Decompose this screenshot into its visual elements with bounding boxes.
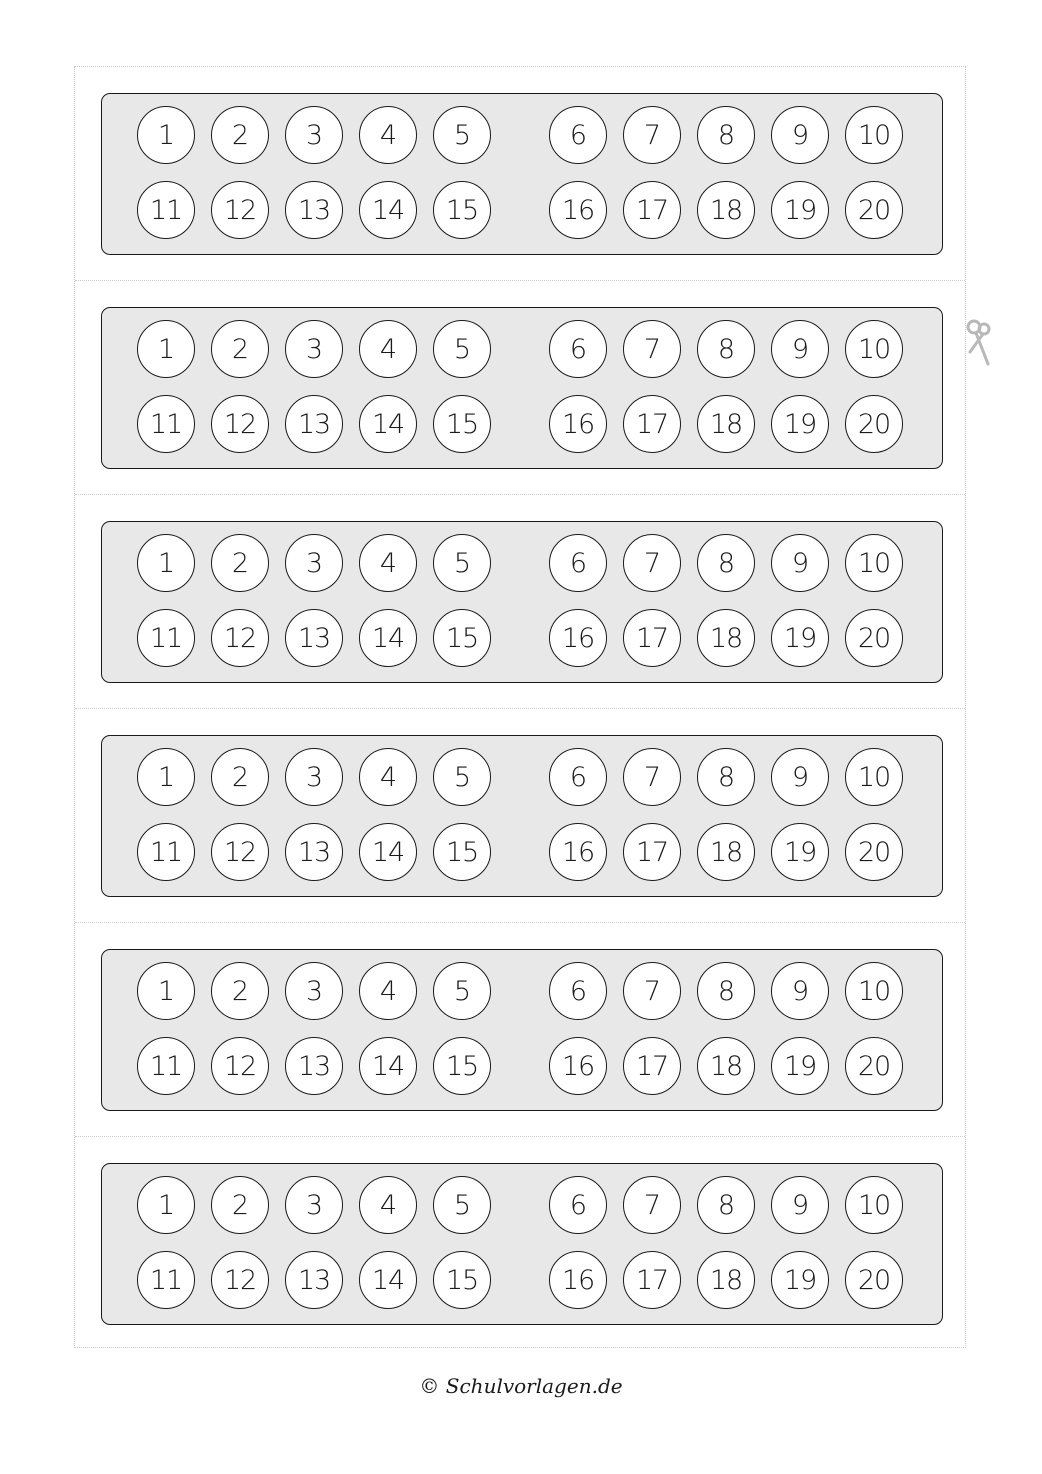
number-circle: 17 xyxy=(623,609,681,667)
number-circle: 4 xyxy=(359,534,417,592)
number-circle: 7 xyxy=(623,1176,681,1234)
number-card xyxy=(101,735,943,897)
number-circle: 7 xyxy=(623,962,681,1020)
number-circle: 13 xyxy=(285,181,343,239)
number-circle: 3 xyxy=(285,534,343,592)
number-circle: 12 xyxy=(211,1251,269,1309)
number-circle: 16 xyxy=(549,609,607,667)
number-circle: 11 xyxy=(137,823,195,881)
number-circle: 9 xyxy=(771,534,829,592)
number-circle: 12 xyxy=(211,609,269,667)
number-circle: 7 xyxy=(623,320,681,378)
number-circle: 11 xyxy=(137,1037,195,1095)
number-circle: 15 xyxy=(433,609,491,667)
number-circle: 2 xyxy=(211,962,269,1020)
number-circle: 13 xyxy=(285,395,343,453)
number-circle: 16 xyxy=(549,823,607,881)
number-circle: 18 xyxy=(697,823,755,881)
number-circle: 1 xyxy=(137,106,195,164)
number-circle: 10 xyxy=(845,962,903,1020)
number-circle: 7 xyxy=(623,534,681,592)
number-circle: 14 xyxy=(359,395,417,453)
number-circle: 6 xyxy=(549,1176,607,1234)
number-circle: 2 xyxy=(211,106,269,164)
number-circle: 16 xyxy=(549,1037,607,1095)
number-circle: 12 xyxy=(211,181,269,239)
number-circle: 15 xyxy=(433,395,491,453)
number-strip-4 xyxy=(75,709,965,923)
number-circle: 6 xyxy=(549,320,607,378)
number-circle: 13 xyxy=(285,1037,343,1095)
number-strip-1 xyxy=(75,67,965,281)
number-row-top xyxy=(102,106,942,168)
number-row-top xyxy=(102,320,942,382)
number-card xyxy=(101,521,943,683)
number-circle: 7 xyxy=(623,106,681,164)
number-strip-6 xyxy=(75,1137,965,1351)
number-circle: 3 xyxy=(285,1176,343,1234)
number-circle: 5 xyxy=(433,748,491,806)
number-circle: 13 xyxy=(285,823,343,881)
number-circle: 4 xyxy=(359,106,417,164)
number-circle: 8 xyxy=(697,106,755,164)
number-circle: 6 xyxy=(549,106,607,164)
number-strip-3 xyxy=(75,495,965,709)
number-circle: 16 xyxy=(549,395,607,453)
number-circle: 17 xyxy=(623,1251,681,1309)
number-circle: 1 xyxy=(137,1176,195,1234)
number-circle: 9 xyxy=(771,962,829,1020)
number-circle: 5 xyxy=(433,106,491,164)
number-circle: 10 xyxy=(845,534,903,592)
number-circle: 2 xyxy=(211,534,269,592)
number-circle: 6 xyxy=(549,748,607,806)
number-circle: 13 xyxy=(285,1251,343,1309)
number-row-top xyxy=(102,1176,942,1238)
number-circle: 13 xyxy=(285,609,343,667)
number-circle: 15 xyxy=(433,1037,491,1095)
number-circle: 3 xyxy=(285,106,343,164)
number-circle: 1 xyxy=(137,320,195,378)
number-circle: 17 xyxy=(623,395,681,453)
number-circle: 17 xyxy=(623,1037,681,1095)
number-circle: 10 xyxy=(845,748,903,806)
number-circle: 18 xyxy=(697,395,755,453)
scissors-icon xyxy=(964,318,994,370)
number-circle: 19 xyxy=(771,609,829,667)
number-circle: 19 xyxy=(771,1037,829,1095)
number-circle: 6 xyxy=(549,962,607,1020)
number-row-bottom xyxy=(102,823,942,885)
number-circle: 3 xyxy=(285,320,343,378)
number-circle: 8 xyxy=(697,320,755,378)
number-circle: 14 xyxy=(359,823,417,881)
number-row-bottom xyxy=(102,395,942,457)
number-circle: 8 xyxy=(697,534,755,592)
number-circle: 3 xyxy=(285,748,343,806)
number-circle: 10 xyxy=(845,320,903,378)
number-row-bottom xyxy=(102,609,942,671)
number-circle: 14 xyxy=(359,1037,417,1095)
number-circle: 15 xyxy=(433,823,491,881)
number-circle: 16 xyxy=(549,181,607,239)
number-card xyxy=(101,93,943,255)
number-circle: 19 xyxy=(771,1251,829,1309)
number-circle: 9 xyxy=(771,748,829,806)
number-circle: 1 xyxy=(137,962,195,1020)
number-circle: 18 xyxy=(697,1037,755,1095)
number-circle: 2 xyxy=(211,1176,269,1234)
number-row-bottom xyxy=(102,1037,942,1099)
number-circle: 8 xyxy=(697,748,755,806)
number-strip-2 xyxy=(75,281,965,495)
number-circle: 14 xyxy=(359,181,417,239)
number-circle: 19 xyxy=(771,823,829,881)
number-circle: 20 xyxy=(845,181,903,239)
number-circle: 12 xyxy=(211,395,269,453)
number-card xyxy=(101,307,943,469)
number-circle: 9 xyxy=(771,320,829,378)
number-card xyxy=(101,949,943,1111)
number-circle: 12 xyxy=(211,1037,269,1095)
number-circle: 4 xyxy=(359,1176,417,1234)
number-circle: 10 xyxy=(845,1176,903,1234)
number-circle: 5 xyxy=(433,534,491,592)
number-circle: 20 xyxy=(845,1251,903,1309)
number-circle: 8 xyxy=(697,1176,755,1234)
number-row-bottom xyxy=(102,1251,942,1313)
number-circle: 19 xyxy=(771,181,829,239)
number-circle: 11 xyxy=(137,609,195,667)
number-row-top xyxy=(102,748,942,810)
number-circle: 2 xyxy=(211,320,269,378)
number-row-bottom xyxy=(102,181,942,243)
number-card xyxy=(101,1163,943,1325)
number-circle: 18 xyxy=(697,609,755,667)
worksheet-sheet xyxy=(74,66,966,1348)
number-circle: 5 xyxy=(433,1176,491,1234)
number-circle: 11 xyxy=(137,1251,195,1309)
number-strip-5 xyxy=(75,923,965,1137)
number-circle: 15 xyxy=(433,1251,491,1309)
number-row-top xyxy=(102,962,942,1024)
number-circle: 15 xyxy=(433,181,491,239)
number-circle: 9 xyxy=(771,106,829,164)
number-circle: 20 xyxy=(845,395,903,453)
number-circle: 18 xyxy=(697,1251,755,1309)
number-row-top xyxy=(102,534,942,596)
copyright-footer: © Schulvorlagen.de xyxy=(419,1374,623,1398)
number-circle: 9 xyxy=(771,1176,829,1234)
number-circle: 1 xyxy=(137,748,195,806)
number-circle: 4 xyxy=(359,320,417,378)
number-circle: 5 xyxy=(433,962,491,1020)
number-circle: 6 xyxy=(549,534,607,592)
number-circle: 2 xyxy=(211,748,269,806)
number-circle: 4 xyxy=(359,748,417,806)
number-circle: 20 xyxy=(845,1037,903,1095)
number-circle: 1 xyxy=(137,534,195,592)
number-circle: 7 xyxy=(623,748,681,806)
number-circle: 17 xyxy=(623,181,681,239)
number-circle: 10 xyxy=(845,106,903,164)
number-circle: 11 xyxy=(137,395,195,453)
number-circle: 17 xyxy=(623,823,681,881)
number-circle: 11 xyxy=(137,181,195,239)
number-circle: 20 xyxy=(845,823,903,881)
number-circle: 19 xyxy=(771,395,829,453)
number-circle: 3 xyxy=(285,962,343,1020)
number-circle: 5 xyxy=(433,320,491,378)
number-circle: 20 xyxy=(845,609,903,667)
number-circle: 18 xyxy=(697,181,755,239)
number-circle: 14 xyxy=(359,1251,417,1309)
number-circle: 14 xyxy=(359,609,417,667)
number-circle: 8 xyxy=(697,962,755,1020)
number-circle: 4 xyxy=(359,962,417,1020)
number-circle: 16 xyxy=(549,1251,607,1309)
number-circle: 12 xyxy=(211,823,269,881)
